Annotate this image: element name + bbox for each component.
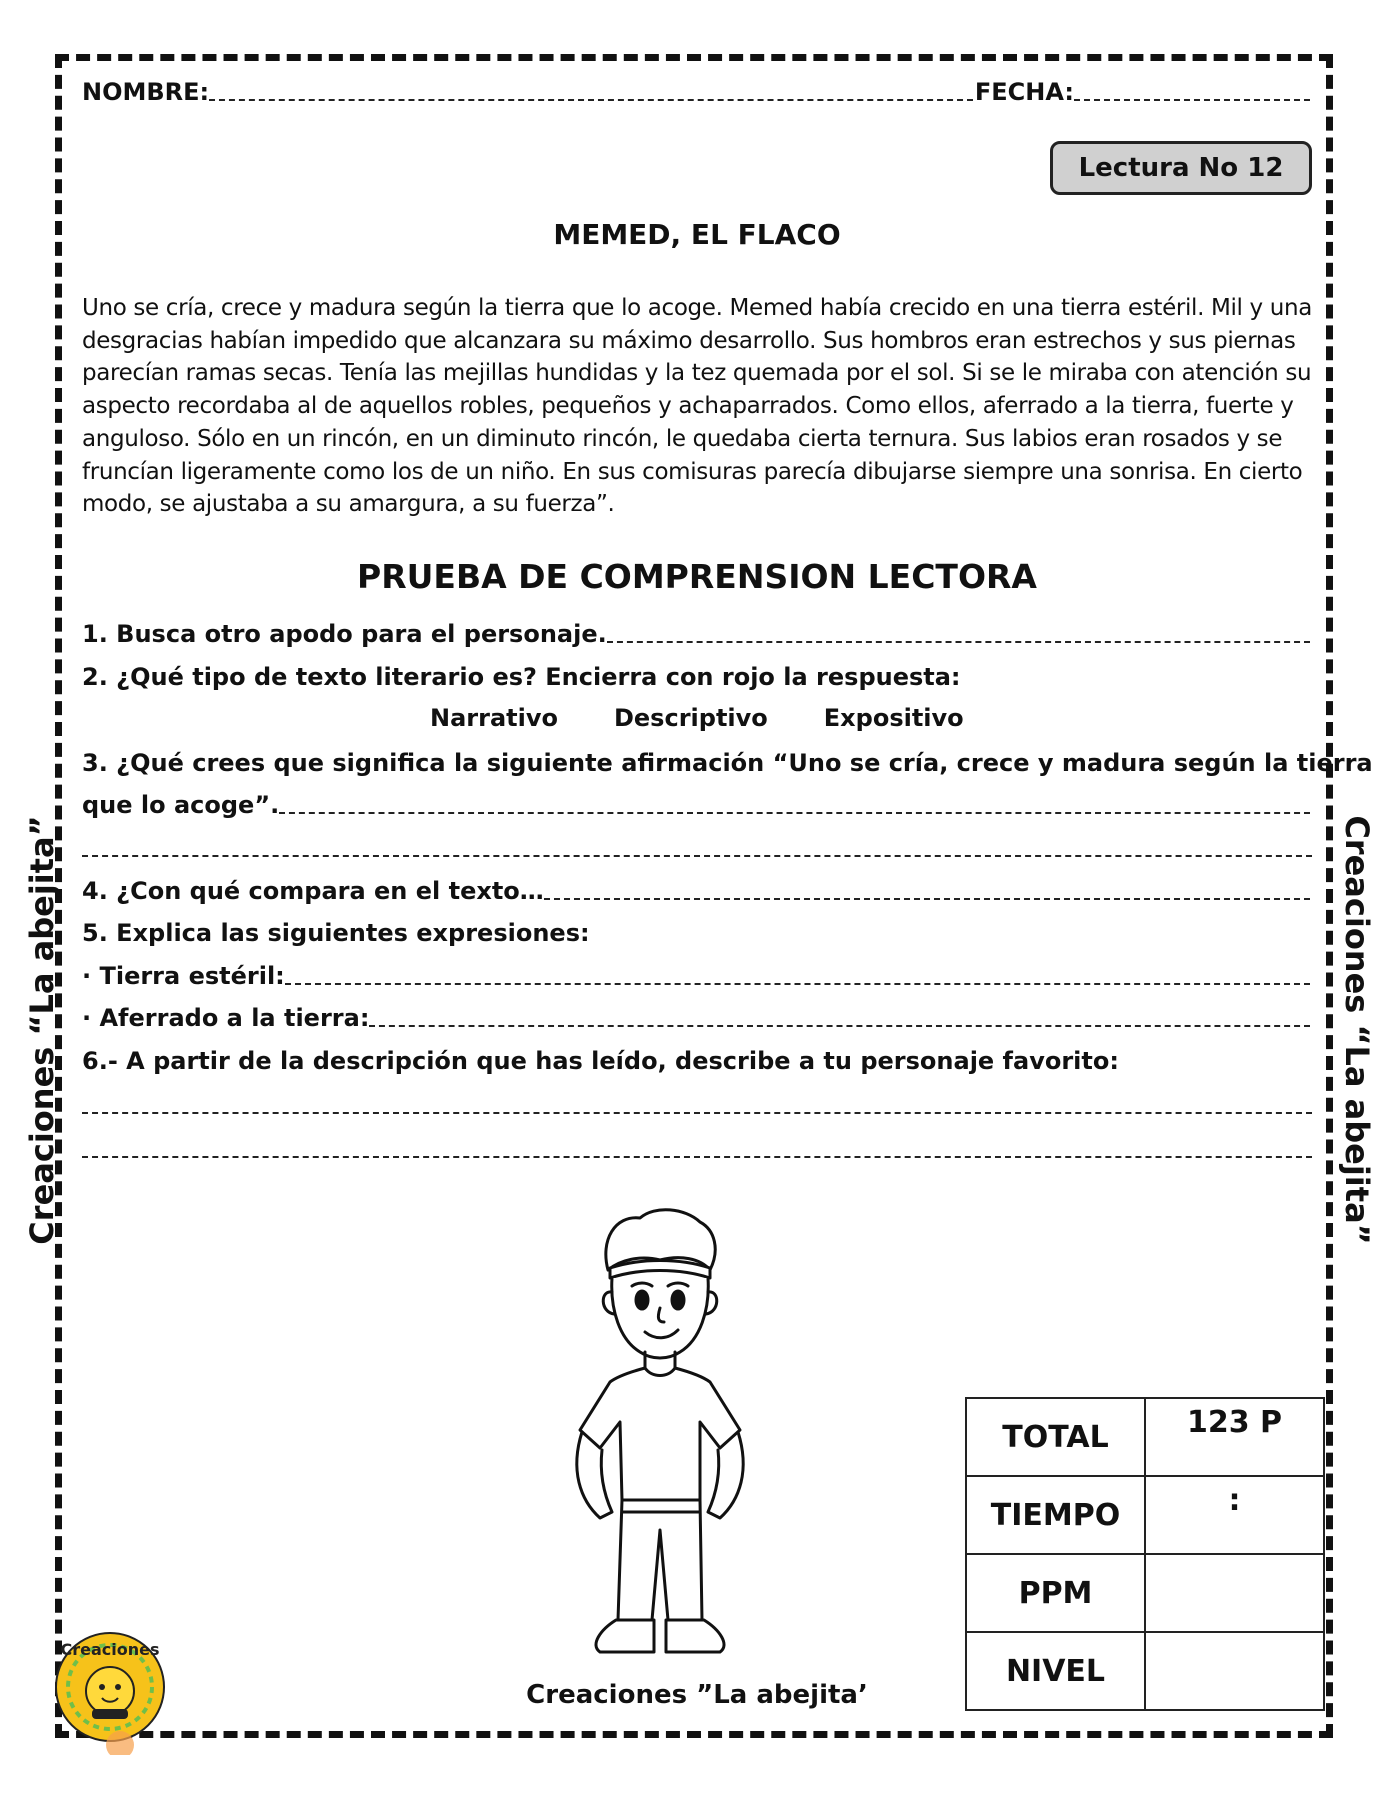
total-value[interactable]: 123 P — [1145, 1398, 1324, 1476]
question-5-text: 5. Explica las siguientes expresiones: — [82, 919, 590, 947]
table-row — [966, 1554, 1324, 1632]
question-5a-text: · Tierra estéril: — [82, 962, 285, 990]
option-narrativo[interactable]: Narrativo — [430, 704, 558, 732]
test-title: PRUEBA DE COMPRENSION LECTORA — [357, 557, 1037, 596]
question-5b-answer-line[interactable] — [369, 1025, 1310, 1027]
question-2-options — [430, 704, 964, 732]
question-6-text: 6.- A partir de la descripción que has leído, describe a tu personaje favorito: — [82, 1047, 1119, 1075]
reading-title: MEMED, EL FLACO — [553, 218, 841, 251]
bee-logo — [48, 1625, 178, 1755]
question-4-text: 4. ¿Con qué compara en el texto… — [82, 877, 544, 905]
time-label: TIEMPO — [966, 1476, 1145, 1554]
option-descriptivo[interactable]: Descriptivo — [613, 704, 768, 732]
option-expositivo[interactable]: Expositivo — [823, 704, 964, 732]
question-2 — [82, 663, 1312, 691]
reading-passage: Uno se cría, crece y madura según la tierra que lo acoge. Memed había crecido en una tierra estéril. Mil y una desgracias habían impedido que alcanzara su máximo desarrollo. Sus hombros eran estrechos y sus piernas parecían ramas secas. Tenía las mejillas hundidas y la tez quemada por el sol. Si se le miraba con atención su aspecto recordaba al de aquellos robles, pequeños y achaparrados. Como ellos, aferrado a la tierra, fuerte y anguloso. Sólo en un rincón, en un diminuto rincón, le quedaba cierta ternura. Sus labios eran rosados y se fruncían ligeramente como los de un niño. En sus comisuras parecía dibujarse siempre una sonrisa. En cierto modo, se ajustaba a su amargura, a su fuerza”. — [82, 295, 1312, 518]
question-3-answer-line[interactable] — [279, 812, 1310, 814]
question-3-line-1 — [82, 749, 1373, 777]
table-row — [966, 1398, 1324, 1476]
question-3-line-2 — [82, 791, 1312, 819]
question-6-answer-line-2[interactable] — [82, 1156, 1312, 1158]
question-6 — [82, 1047, 1312, 1075]
logo-text: Creaciones — [60, 1640, 160, 1659]
side-watermark-right: Creaciones “La abejita” — [1338, 815, 1376, 1245]
table-row — [966, 1632, 1324, 1710]
name-label: NOMBRE: — [82, 78, 210, 106]
question-4 — [82, 877, 1312, 905]
question-5 — [82, 919, 1312, 947]
table-row — [966, 1476, 1324, 1554]
question-2-text: 2. ¿Qué tipo de texto literario es? Encierra con rojo la respuesta: — [82, 663, 961, 691]
question-3-answer-line-2[interactable] — [82, 855, 1312, 857]
question-3-text-2: que lo acoge”. — [82, 791, 280, 819]
score-table — [965, 1397, 1325, 1711]
question-4-answer-line[interactable] — [544, 898, 1310, 900]
total-label: TOTAL — [966, 1398, 1145, 1476]
footer-caption: Creaciones ”La abejita’ — [526, 1680, 868, 1710]
date-answer-line[interactable] — [1074, 99, 1310, 101]
question-1-answer-line[interactable] — [607, 641, 1310, 643]
date-label: FECHA: — [974, 78, 1074, 106]
reading-number-badge: Lectura No 12 — [1050, 141, 1312, 195]
question-6-answer-line-1[interactable] — [82, 1112, 1312, 1114]
side-watermark-left: Creaciones “La abejita” — [23, 815, 61, 1245]
question-3-text-1: 3. ¿Qué crees que significa la siguiente afirmación “Uno se cría, crece y madura según la tierra — [82, 749, 1373, 777]
ppm-label: PPM — [966, 1554, 1145, 1632]
question-5b — [82, 1004, 1312, 1032]
question-1 — [82, 620, 1312, 648]
question-1-text: 1. Busca otro apodo para el personaje. — [82, 620, 607, 648]
ppm-value[interactable] — [1145, 1554, 1324, 1632]
question-5b-text: · Aferrado a la tierra: — [82, 1004, 370, 1032]
question-5a — [82, 962, 1312, 990]
level-value[interactable] — [1145, 1632, 1324, 1710]
question-5a-answer-line[interactable] — [285, 983, 1310, 985]
name-answer-line[interactable] — [209, 99, 973, 101]
header-row — [82, 78, 1312, 106]
level-label: NIVEL — [966, 1632, 1145, 1710]
time-value[interactable]: : — [1145, 1476, 1324, 1554]
boy-illustration — [560, 1200, 760, 1670]
